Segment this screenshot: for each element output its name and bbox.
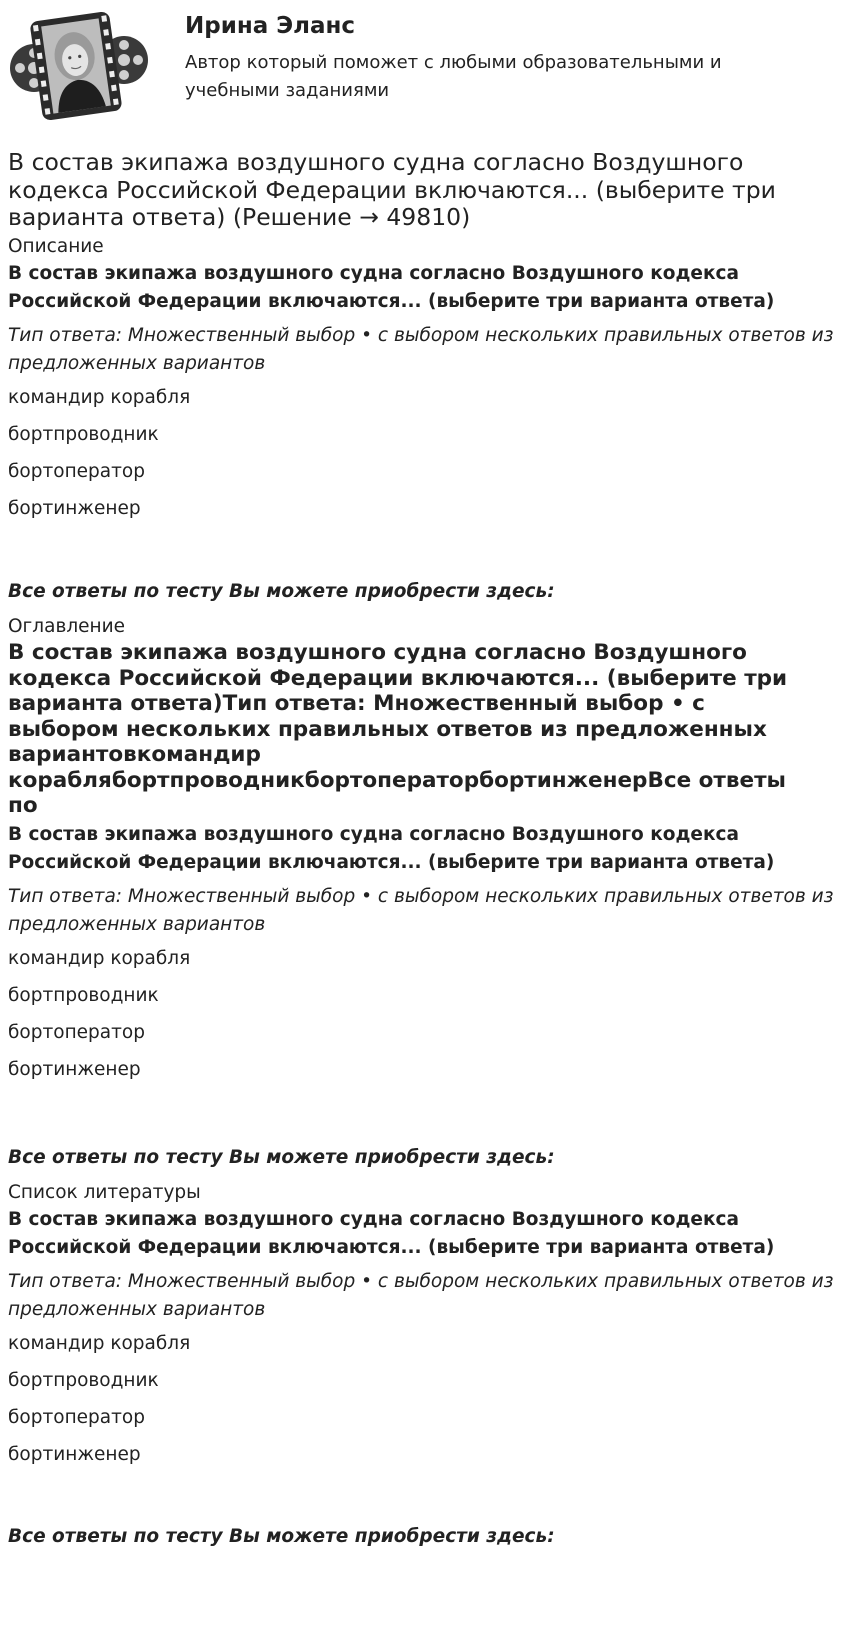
option-item: командир корабля bbox=[8, 947, 191, 969]
option-item: бортинженер bbox=[8, 1444, 141, 1465]
literature-section bbox=[8, 1182, 838, 1480]
author-description: Автор который поможет с любыми образовательными и учебными заданиями bbox=[185, 52, 722, 101]
question-text: В состав экипажа воздушного судна согласно Воздушного кодекса Российской Федерации включаются... (выберите три варианта ответа) bbox=[8, 263, 775, 312]
option-item: бортпроводник bbox=[8, 424, 159, 445]
options-list bbox=[8, 947, 838, 1082]
option-item: бортпроводник bbox=[8, 1370, 159, 1391]
option-item: бортоператор bbox=[8, 1021, 145, 1043]
option-item: бортоператор bbox=[8, 461, 145, 482]
answer-type: Тип ответа: Множественный выбор • с выбором нескольких правильных ответов из предложенных вариантов bbox=[8, 325, 834, 374]
author-card bbox=[8, 0, 838, 130]
page bbox=[8, 0, 838, 1547]
buy-answers-text: Все ответы по тесту Вы можете приобрести здесь: bbox=[8, 581, 555, 602]
page-title: В состав экипажа воздушного судна согласно Воздушного кодекса Российской Федерации включаются... (выберите три варианта ответа) (Решение → 49810) bbox=[8, 148, 776, 231]
section-label-literature: Список литературы bbox=[8, 1182, 201, 1203]
option-item: бортинженер bbox=[8, 498, 141, 519]
author-avatar[interactable] bbox=[8, 8, 150, 126]
buy-answers-text: Все ответы по тесту Вы можете приобрести здесь: bbox=[8, 1526, 555, 1547]
options-list bbox=[8, 1332, 838, 1467]
option-item: командир корабля bbox=[8, 387, 191, 408]
section-label-description: Описание bbox=[8, 236, 104, 257]
toc-section bbox=[8, 616, 838, 1095]
question-text: В состав экипажа воздушного судна согласно Воздушного кодекса Российской Федерации включаются... (выберите три варианта ответа) bbox=[8, 1209, 775, 1258]
question-text: В состав экипажа воздушного судна согласно Воздушного кодекса Российской Федерации включаются... (выберите три варианта ответа) bbox=[8, 823, 775, 873]
description-section bbox=[8, 236, 838, 534]
author-name[interactable]: Ирина Эланс bbox=[185, 13, 356, 39]
options-list bbox=[8, 386, 838, 521]
option-item: командир корабля bbox=[8, 1333, 191, 1354]
option-item: бортпроводник bbox=[8, 984, 159, 1006]
answer-type: Тип ответа: Множественный выбор • с выбором нескольких правильных ответов из предложенных вариантов bbox=[8, 1271, 834, 1320]
buy-answers-text: Все ответы по тесту Вы можете приобрести здесь: bbox=[8, 1147, 555, 1168]
option-item: бортоператор bbox=[8, 1407, 145, 1428]
option-item: бортинженер bbox=[8, 1058, 141, 1080]
toc-heading: В состав экипажа воздушного судна согласно Воздушного кодекса Российской Федерации включаются... (выберите три варианта ответа)Тип ответа: Множественный выбор • с выбором нескольких правильных ответов из предложенных вариантовкомандир кораблябортпроводникбортоператорбортинженерВсе ответы по bbox=[8, 640, 788, 818]
answer-type: Тип ответа: Множественный выбор • с выбором нескольких правильных ответов из предложенных вариантов bbox=[8, 885, 834, 935]
section-label-toc: Оглавление bbox=[8, 616, 126, 637]
